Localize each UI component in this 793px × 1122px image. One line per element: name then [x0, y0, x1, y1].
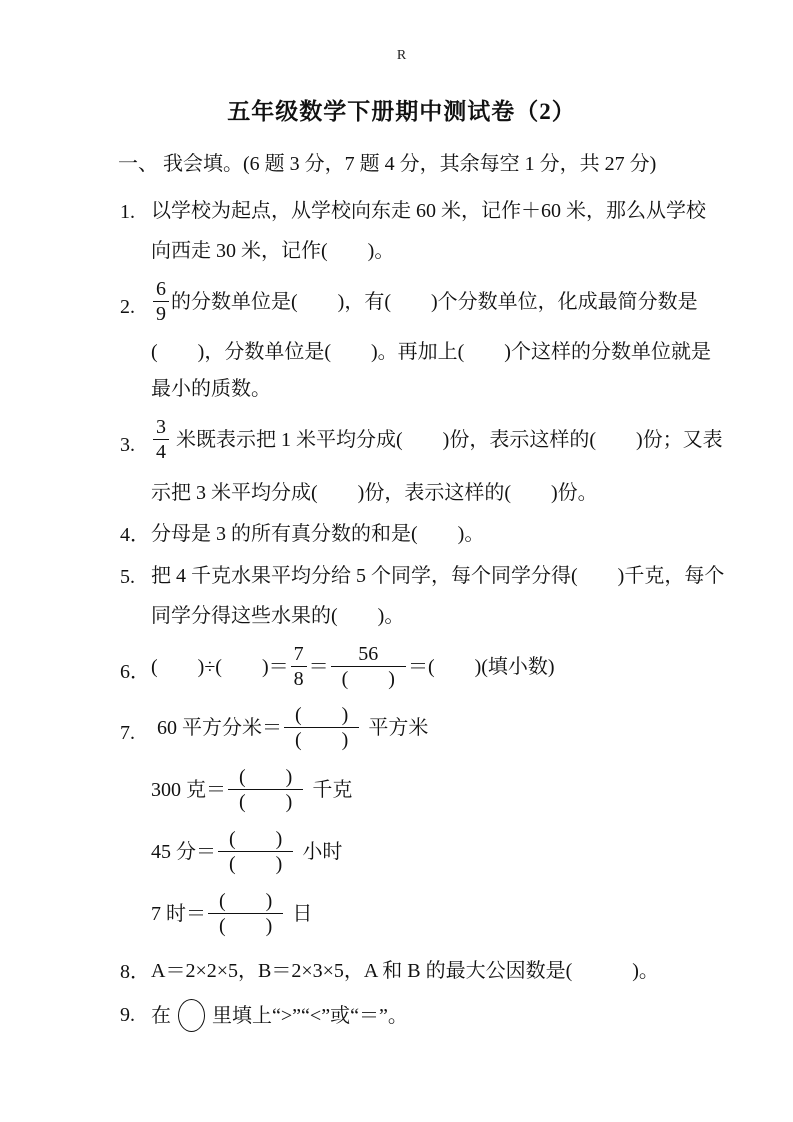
question-body — [151, 644, 683, 693]
conversion-row — [151, 705, 683, 754]
fraction-blank — [208, 889, 283, 938]
question-number: 2. — [120, 296, 135, 318]
page-title: 五年级数学下册期中测试卷（2） — [227, 99, 576, 124]
fraction-denominator: ( ) — [295, 729, 349, 751]
question-body — [151, 198, 706, 264]
question-text-line — [151, 417, 723, 466]
question-body — [151, 1001, 683, 1034]
question-text-line: 向西走 30 米，记作( )。 — [151, 240, 395, 262]
question-number: 1. — [120, 201, 135, 223]
question-number: 8． — [120, 961, 150, 983]
question-number: 6． — [120, 661, 150, 683]
conversion-prefix: 60 平方分米＝ — [157, 717, 282, 740]
fraction-numerator: 6 — [156, 278, 166, 300]
question-text-line: 示把 3 米平均分成( )份，表示这样的( )份。 — [151, 482, 598, 504]
question-body — [151, 705, 683, 940]
question-2 — [120, 278, 711, 402]
question-text-line: A＝2×2×5，B＝2×3×5，A 和 B 的最大公因数是( )。 — [151, 960, 659, 982]
fraction-6-9 — [153, 277, 169, 326]
conversion-suffix: 日 — [292, 903, 313, 926]
question-text-line: 同学分得这些水果的( )。 — [151, 605, 405, 627]
question-text: 的分数单位是( )，有( )个分数单位，化成最简分数是 — [171, 291, 698, 314]
question-number: 9. — [120, 1004, 135, 1026]
conversion-suffix: 小时 — [302, 841, 343, 864]
fraction-7-8 — [291, 642, 307, 691]
question-1 — [120, 198, 706, 264]
fraction-denominator: ( ) — [341, 668, 395, 690]
question-5 — [120, 563, 725, 629]
question-number: 5. — [120, 566, 135, 588]
fraction-blank — [284, 703, 359, 752]
conversion-prefix: 45 分＝ — [151, 841, 216, 864]
equation-text: ( )÷( )＝ — [151, 656, 289, 679]
conversion-suffix: 平方米 — [368, 717, 429, 740]
fraction-numerator: ( ) — [239, 766, 293, 788]
question-number: 3. — [120, 434, 135, 456]
question-9 — [120, 1001, 683, 1034]
fraction-denominator: 8 — [293, 668, 304, 690]
equation-text: ＝( )(填小数) — [407, 656, 555, 679]
question-body — [151, 279, 711, 402]
fraction-denominator: 9 — [156, 303, 166, 325]
question-equation-line — [151, 644, 683, 693]
question-text-line: 把 4 千克水果平均分给 5 个同学，每个同学分得( )千克，每个 — [151, 565, 725, 587]
question-8 — [120, 958, 683, 985]
conversion-suffix: 千克 — [312, 779, 353, 802]
question-body — [151, 521, 683, 547]
fraction-denominator: ( ) — [219, 915, 273, 937]
conversion-row — [151, 767, 683, 816]
question-number: 4． — [120, 524, 150, 546]
question-text-line: 分母是 3 的所有真分数的和是( )。 — [151, 523, 485, 545]
fraction-56-blank — [331, 642, 406, 691]
question-7 — [120, 705, 683, 940]
fraction-blank — [228, 765, 303, 814]
question-number: 7. — [120, 722, 135, 744]
equals-sign: ＝ — [308, 656, 329, 679]
question-text-line: 最小的质数。 — [151, 378, 271, 400]
conversion-prefix: 300 克＝ — [151, 779, 226, 802]
question-text-line — [151, 1001, 683, 1034]
comparison-circle — [178, 999, 205, 1032]
question-body — [151, 563, 724, 629]
conversion-row — [151, 891, 683, 940]
fraction-numerator: 3 — [156, 416, 166, 438]
question-text-line: ( )，分数单位是( )。再加上( )个这样的分数单位就是 — [151, 341, 711, 363]
fraction-numerator: 7 — [293, 643, 304, 665]
question-text-line: 以学校为起点，从学校向东走 60 米，记作＋60 米，那么从学校 — [151, 200, 706, 222]
fraction-3-4 — [153, 415, 169, 464]
question-body — [151, 417, 723, 506]
fraction-numerator: 56 — [358, 643, 379, 665]
question-3 — [120, 416, 723, 506]
question-body — [151, 958, 683, 984]
question-4 — [120, 521, 683, 548]
fraction-denominator: ( ) — [239, 791, 293, 813]
question-6 — [120, 644, 683, 693]
fraction-numerator: ( ) — [295, 704, 349, 726]
question-text: 在 — [151, 1005, 171, 1028]
section-1-heading: 一、 我会填。(6 题 3 分，7 题 4 分，其余每空 1 分，共 27 分) — [118, 153, 657, 175]
conversion-row — [151, 829, 683, 878]
fraction-blank — [218, 827, 293, 876]
question-text: 米既表示把 1 米平均分成( )份，表示这样的( )份；又表 — [176, 429, 723, 452]
fraction-denominator: 4 — [156, 441, 166, 463]
fraction-numerator: ( ) — [229, 828, 283, 850]
conversion-prefix: 7 时＝ — [151, 903, 206, 926]
fraction-denominator: ( ) — [229, 853, 283, 875]
fraction-numerator: ( ) — [219, 890, 273, 912]
header-mark: R — [396, 48, 407, 63]
question-text-line — [151, 279, 711, 328]
question-text: 里填上“>”“<”或“＝”。 — [212, 1005, 408, 1028]
